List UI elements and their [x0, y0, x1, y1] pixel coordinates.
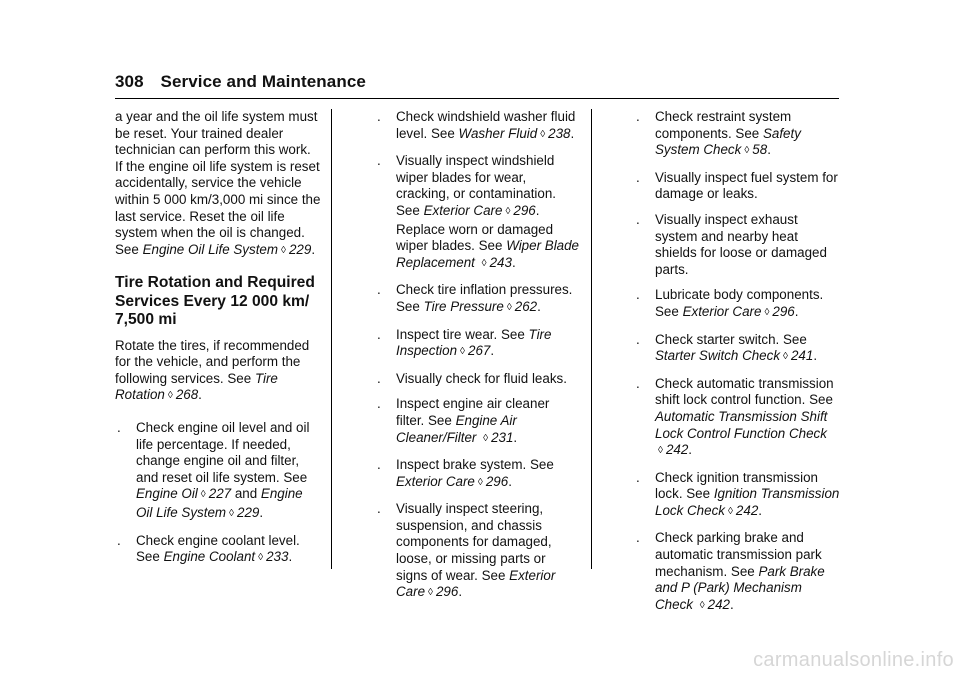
list-item: . Visually inspect steering, suspension, and chassis components for damaged, loose, or missing parts or signs of wear. See Exterior Care ◊ 296. — [377, 501, 556, 600]
cross-reference[interactable]: Tire Inspection — [396, 326, 552, 359]
header-rule — [115, 98, 839, 99]
bullet-icon: . — [636, 211, 640, 227]
page-link[interactable]: 296 — [513, 202, 536, 218]
page-reference-icon: ◊ — [540, 128, 546, 140]
page-link[interactable]: 58 — [752, 142, 768, 158]
list-item: . Lubricate body components. See Exterior Care ◊ 296. — [636, 287, 824, 319]
bullet-icon: . — [377, 396, 381, 412]
list-item: . Inspect engine air cleaner filter. See Engine Air Cleaner/Filter ◊ 231. — [377, 396, 550, 445]
page-reference-icon: ◊ — [258, 552, 264, 564]
cross-reference[interactable]: Exterior Care — [423, 202, 503, 218]
list-item: . Visually check for fluid leaks. — [377, 370, 567, 386]
list-item: . Inspect brake system. See Exterior Care ◊ 296. — [377, 457, 554, 489]
page-link[interactable]: 233 — [266, 549, 289, 565]
cross-reference[interactable]: Engine Coolant — [163, 549, 256, 565]
bullet-icon: . — [377, 457, 381, 473]
cross-reference[interactable]: Engine Air Cleaner/Filter — [396, 412, 517, 445]
list-item: . Check ignition transmission lock. See Ignition Transmission Lock Check ◊ 242. — [636, 469, 840, 518]
intro-paragraph: a year and the oil life system must be reset. Your trained dealer technician can perform this work. If the engine oil life system is reset accidentally, service the vehicle within 5 000 km/3,000 mi since the last service. Reset the oil life system when the oil is changed. See Engine Oil Life System ◊ 229. — [115, 109, 321, 257]
cross-reference[interactable]: Engine Oil Life System — [136, 486, 303, 520]
bullet-icon: . — [636, 375, 640, 391]
bullet-icon: . — [117, 532, 121, 548]
column-2 — [375, 109, 580, 612]
list-item: . Check tire inflation pressures. See Tire Pressure ◊ 262. — [377, 282, 573, 314]
section-heading: Tire Rotation and Required Services Every 12 000 km/ 7,500 mi — [115, 274, 315, 329]
list-item: . Check engine oil level and oil life percentage. If needed, change engine oil and filter, and reset oil life system. See Engine Oil ◊ 227 and Engine Oil Life System ◊ 229. — [117, 419, 310, 520]
page-number: 308 — [115, 72, 144, 91]
page-link[interactable]: 242 — [735, 502, 759, 518]
page-link[interactable]: 241 — [790, 348, 814, 364]
bullet-icon: . — [636, 331, 640, 347]
list-item: . Visually inspect exhaust system and nearby heat shields for loose or damaged parts. — [636, 211, 827, 277]
page-reference-icon: ◊ — [744, 145, 750, 157]
page-header — [115, 72, 366, 92]
cross-reference[interactable]: Engine Oil Life System — [142, 241, 279, 257]
page-reference-icon: ◊ — [481, 257, 487, 269]
bullet-icon: . — [636, 109, 640, 124]
list-item: . Check engine coolant level. See Engine Coolant ◊ 233. — [117, 532, 300, 565]
page-reference-icon: ◊ — [506, 301, 512, 313]
page-reference-icon: ◊ — [460, 346, 465, 358]
page-reference-icon: ◊ — [281, 244, 286, 256]
bullet-icon: . — [377, 326, 381, 342]
page-link[interactable]: 296 — [485, 473, 509, 489]
page-link[interactable]: 229 — [237, 504, 260, 520]
rotate-paragraph: Rotate the tires, if recommended for the vehicle, and perform the following services. See Tire Rotation ◊ 268. — [115, 337, 310, 403]
cross-reference[interactable]: Starter Switch Check — [655, 348, 781, 364]
section-title: Service and Maintenance — [160, 72, 366, 91]
page-reference-icon: ◊ — [783, 351, 788, 363]
bullet-icon: . — [377, 109, 381, 124]
column-1 — [115, 109, 321, 577]
page-link[interactable]: 238 — [548, 125, 571, 141]
page-reference-icon: ◊ — [200, 489, 206, 501]
bullet-icon: . — [636, 287, 640, 303]
page-reference-icon: ◊ — [764, 306, 770, 318]
page-reference-icon: ◊ — [658, 445, 663, 457]
list-item: . Check windshield washer fluid level. See Washer Fluid ◊ 238. — [377, 109, 576, 141]
bullet-icon: . — [636, 530, 640, 546]
page-link[interactable]: 296 — [772, 303, 795, 319]
page-link[interactable]: 243 — [489, 254, 512, 270]
cross-reference[interactable]: Engine Oil — [136, 486, 198, 502]
page-reference-icon: ◊ — [428, 587, 433, 599]
list-item: . Inspect tire wear. See Tire Inspection ◊ 267. — [377, 326, 552, 359]
list-item: . Check starter switch. See Starter Switch Check ◊ 241. — [636, 331, 818, 364]
column-divider-1 — [331, 109, 332, 569]
bullet-icon: . — [377, 282, 381, 298]
page-link[interactable]: 242 — [665, 442, 689, 458]
page-reference-icon: ◊ — [505, 205, 511, 217]
bullet-icon: . — [377, 370, 381, 386]
page-link[interactable]: 267 — [468, 343, 491, 359]
cross-reference[interactable]: Washer Fluid — [458, 125, 538, 141]
cross-reference[interactable]: Ignition Transmission Lock Check — [655, 486, 840, 518]
page-link[interactable]: 268 — [175, 387, 199, 403]
page-link[interactable]: 262 — [514, 298, 538, 314]
bullet-icon: . — [636, 169, 640, 185]
page-reference-icon: ◊ — [229, 507, 234, 519]
column-divider-2 — [591, 109, 592, 569]
list-item: . Visually inspect fuel system for damage or leaks. — [636, 169, 838, 202]
column-3 — [634, 109, 840, 624]
page-link[interactable]: 242 — [707, 596, 730, 612]
page-reference-icon: ◊ — [483, 432, 489, 444]
list-item: . Visually inspect windshield wiper blades for wear, cracking, or contamination. See Exterior Care ◊ 296. Replace worn or damaged wiper blades. See Wiper Blade Replacement ◊ 243. — [377, 153, 580, 270]
cross-reference[interactable]: Wiper Blade Replacement — [396, 238, 580, 270]
page-reference-icon: ◊ — [477, 476, 483, 488]
watermark: carmanualsonline.info — [753, 649, 954, 671]
bullet-icon: . — [377, 153, 381, 169]
list-item: . Check restraint system components. See Safety System Check ◊ 58. — [636, 109, 801, 158]
list-item: . Check automatic transmission shift lock control function. See Automatic Transmission Shift Lock Control Function Check ◊ 242. — [636, 375, 834, 458]
bullet-icon: . — [636, 469, 640, 485]
cross-reference[interactable]: Park Brake and P (Park) Mechanism Check — [655, 563, 825, 612]
page-link[interactable]: 229 — [288, 241, 312, 257]
cross-reference[interactable]: Automatic Transmission Shift Lock Control Function Check — [655, 408, 828, 441]
page-link[interactable]: 231 — [491, 429, 514, 445]
cross-reference[interactable]: Exterior Care — [682, 303, 762, 319]
cross-reference[interactable]: Exterior Care — [396, 473, 475, 489]
cross-reference[interactable]: Tire Rotation — [115, 370, 278, 403]
page-link[interactable]: 227 — [208, 486, 232, 502]
cross-reference[interactable]: Safety System Check — [655, 125, 801, 158]
list-item: . Check parking brake and automatic transmission park mechanism. See Park Brake and P (Park) Mechanism Check ◊ 242. — [636, 530, 825, 612]
bullet-icon: . — [377, 501, 381, 517]
cross-reference[interactable]: Tire Pressure — [423, 298, 504, 314]
cross-reference[interactable]: Exterior Care — [396, 567, 556, 600]
bullet-icon: . — [117, 419, 121, 435]
page-reference-icon: ◊ — [167, 390, 173, 402]
page-reference-icon: ◊ — [727, 505, 733, 517]
page-link[interactable]: 296 — [435, 584, 459, 600]
page-reference-icon: ◊ — [699, 599, 705, 611]
